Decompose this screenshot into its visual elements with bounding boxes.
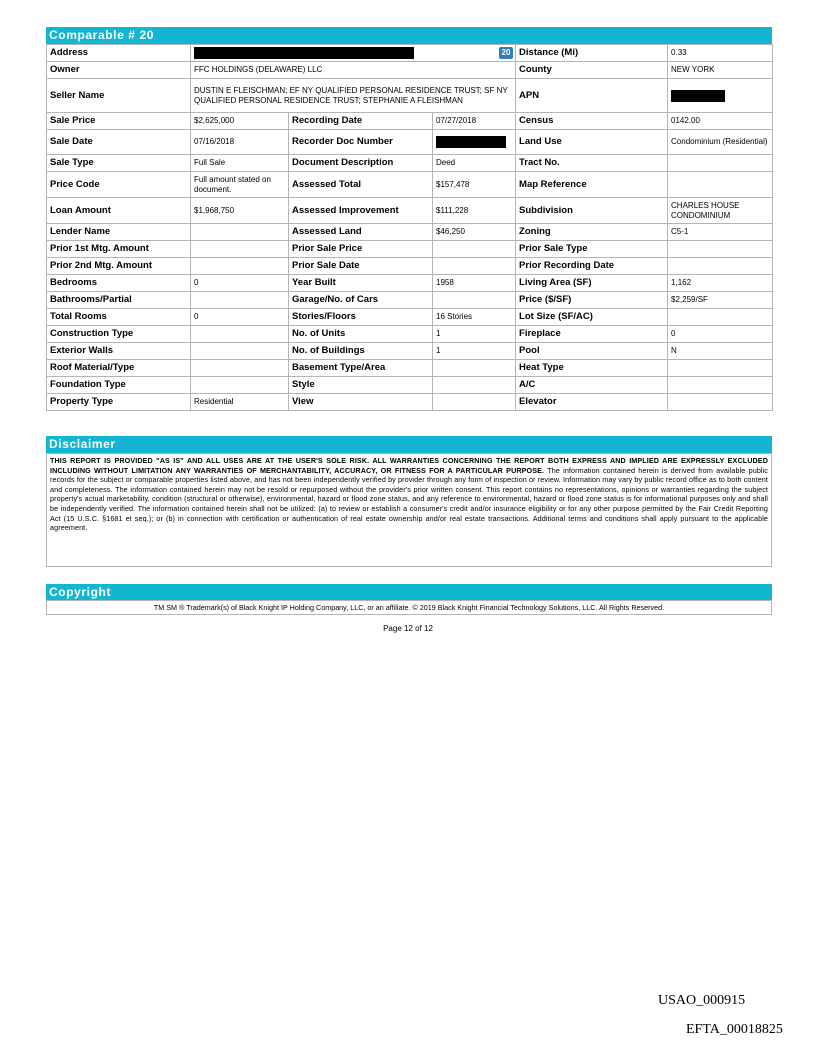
field-label: Prior Sale Type <box>516 241 668 258</box>
field-value: 1958 <box>433 275 516 292</box>
field-label: Recorder Doc Number <box>289 130 433 155</box>
table-row <box>47 198 773 224</box>
copyright-header <box>46 584 772 601</box>
table-row <box>47 377 773 394</box>
field-value: 1 <box>433 343 516 360</box>
field-value <box>668 155 773 172</box>
disclaimer-title: Disclaimer <box>49 437 116 451</box>
field-label: Prior 2nd Mtg. Amount <box>47 258 191 275</box>
field-label: APN <box>516 79 668 113</box>
field-label: Subdivision <box>516 198 668 224</box>
field-value: $157,478 <box>433 172 516 198</box>
table-row <box>47 309 773 326</box>
table-row <box>47 360 773 377</box>
field-label: Heat Type <box>516 360 668 377</box>
field-label: No. of Units <box>289 326 433 343</box>
table-row <box>47 292 773 309</box>
field-value <box>433 377 516 394</box>
bates-efta: EFTA_00018825 <box>686 1022 783 1037</box>
recorder-doc-redaction <box>436 136 506 148</box>
page-number: Page 12 of 12 <box>383 624 433 633</box>
field-value <box>433 292 516 309</box>
disclaimer-bold-text: THIS REPORT IS PROVIDED "AS IS" AND ALL USES ARE AT THE USER'S SOLE RISK. ALL WARRANTIES CONCERNING THE REPORT BOTH EXPRESS AND IMPLIED ARE EXPRESSLY EXCLUDED INCLUDING WITHOUT LIMITATION ANY WARRANTIES OF MERCHANTABILITY, ACCURACY, OR FITNESS FOR A PARTICULAR PURPOSE. <box>50 456 768 475</box>
field-value: 07/16/2018 <box>191 130 289 155</box>
field-label: Property Type <box>47 394 191 411</box>
field-value: $2,625,000 <box>191 113 289 130</box>
field-label: Lot Size (SF/AC) <box>516 309 668 326</box>
map-pin-icon[interactable]: 20 <box>499 47 513 59</box>
field-value: 0142.00 <box>668 113 773 130</box>
field-value: N <box>668 343 773 360</box>
field-value <box>191 377 289 394</box>
field-value <box>191 326 289 343</box>
field-label: No. of Buildings <box>289 343 433 360</box>
copyright-title: Copyright <box>49 585 112 599</box>
table-row <box>47 113 773 130</box>
field-value: Full Sale <box>191 155 289 172</box>
apn-redaction <box>671 90 725 102</box>
field-label: Owner <box>47 62 191 79</box>
field-value: 0 <box>191 275 289 292</box>
field-value: 0 <box>668 326 773 343</box>
field-label: Year Built <box>289 275 433 292</box>
field-label: Pool <box>516 343 668 360</box>
table-row <box>47 62 773 79</box>
field-label: Tract No. <box>516 155 668 172</box>
field-value: $1,968,750 <box>191 198 289 224</box>
table-row <box>47 155 773 172</box>
field-label: Prior 1st Mtg. Amount <box>47 241 191 258</box>
field-value: NEW YORK <box>668 62 773 79</box>
field-label: Sale Date <box>47 130 191 155</box>
field-label: Price Code <box>47 172 191 198</box>
field-value <box>191 45 516 62</box>
field-label: Prior Sale Date <box>289 258 433 275</box>
field-label: Prior Recording Date <box>516 258 668 275</box>
field-label: Zoning <box>516 224 668 241</box>
bates-usao: USAO_000915 <box>658 993 746 1008</box>
field-label: Stories/Floors <box>289 309 433 326</box>
field-label: Loan Amount <box>47 198 191 224</box>
field-value: $46,250 <box>433 224 516 241</box>
field-value <box>668 172 773 198</box>
field-label: Construction Type <box>47 326 191 343</box>
field-label: Document Description <box>289 155 433 172</box>
field-value: Full amount stated on document. <box>191 172 289 198</box>
field-value <box>191 343 289 360</box>
table-row <box>47 394 773 411</box>
field-label: Assessed Land <box>289 224 433 241</box>
field-label: A/C <box>516 377 668 394</box>
field-value <box>433 130 516 155</box>
field-label: Sale Price <box>47 113 191 130</box>
disclaimer-header <box>46 436 772 453</box>
table-row <box>47 326 773 343</box>
field-label: Total Rooms <box>47 309 191 326</box>
field-label: Bedrooms <box>47 275 191 292</box>
field-label: Prior Sale Price <box>289 241 433 258</box>
field-label: Address <box>47 45 191 62</box>
field-label: County <box>516 62 668 79</box>
field-value: CHARLES HOUSE CONDOMINIUM <box>668 198 773 224</box>
field-value <box>191 258 289 275</box>
field-value: 0 <box>191 309 289 326</box>
field-label: Style <box>289 377 433 394</box>
field-value <box>433 394 516 411</box>
field-value: DUSTIN E FLEISCHMAN; EF NY QUALIFIED PERSONAL RESIDENCE TRUST; SF NY QUALIFIED PERSONAL RESIDENCE TRUST; STEPHANIE A FLEISHMAN <box>191 79 516 113</box>
field-value <box>433 360 516 377</box>
comparable-title: Comparable # 20 <box>49 28 155 42</box>
disclaimer-body-text: The information contained herein is derived from available public records for the subject or comparable properties listed above, and has not been independently verified by provider through any form of inspection or review. Information may vary by public record office as to both content and completeness. The information contained herein may not be resold or repurposed without the provider's prior written consent. This report contains no representations, opinions or warranties regarding the subject property's actual marketability, condition (structural or otherwise), environmental, hazard or flood zone status, and any reference to environmental, hazard or flood zone status is for informational purposes only and shall be independently verified. The information contained herein shall not be utilized: (a) to review or establish a consumer's credit and/or insurance eligibility or for any other purpose permitted by the Fair Credit Reporting Act (15 U.S.C. §1681 et seq.); or (b) in connection with certification or authentication of real estate ownership and/or real estate transactions. Additional terms and conditions shall apply pursuant to the applicable agreement. <box>50 465 768 533</box>
field-label: Map Reference <box>516 172 668 198</box>
field-value <box>191 241 289 258</box>
field-value <box>191 292 289 309</box>
field-label: Basement Type/Area <box>289 360 433 377</box>
field-label: Lender Name <box>47 224 191 241</box>
field-value: 0.33 <box>668 45 773 62</box>
field-value <box>668 258 773 275</box>
field-value <box>191 224 289 241</box>
field-label: Elevator <box>516 394 668 411</box>
table-row <box>47 258 773 275</box>
field-value: 07/27/2018 <box>433 113 516 130</box>
field-value <box>191 360 289 377</box>
field-value <box>668 377 773 394</box>
field-label: Living Area (SF) <box>516 275 668 292</box>
field-value: 1,162 <box>668 275 773 292</box>
field-value <box>668 309 773 326</box>
field-value: $111,228 <box>433 198 516 224</box>
field-value: $2,259/SF <box>668 292 773 309</box>
field-label: Exterior Walls <box>47 343 191 360</box>
field-value <box>668 394 773 411</box>
comparable-header <box>46 27 772 44</box>
field-value: Condominium (Residential) <box>668 130 773 155</box>
address-redaction <box>194 47 414 59</box>
property-details-table <box>46 44 773 411</box>
table-row <box>47 224 773 241</box>
field-label: Price ($/SF) <box>516 292 668 309</box>
field-label: Assessed Total <box>289 172 433 198</box>
field-value <box>433 241 516 258</box>
field-value <box>433 258 516 275</box>
table-row <box>47 172 773 198</box>
field-label: Bathrooms/Partial <box>47 292 191 309</box>
field-label: Recording Date <box>289 113 433 130</box>
field-label: Sale Type <box>47 155 191 172</box>
field-value <box>668 360 773 377</box>
field-value <box>668 241 773 258</box>
field-value: 1 <box>433 326 516 343</box>
field-value: C5-1 <box>668 224 773 241</box>
table-row <box>47 241 773 258</box>
field-value: Deed <box>433 155 516 172</box>
field-label: Fireplace <box>516 326 668 343</box>
table-row <box>47 343 773 360</box>
table-row <box>47 275 773 292</box>
field-label: Roof Material/Type <box>47 360 191 377</box>
field-label: View <box>289 394 433 411</box>
disclaimer-text <box>46 453 772 567</box>
field-label: Garage/No. of Cars <box>289 292 433 309</box>
field-value <box>668 79 773 113</box>
table-row <box>47 45 773 62</box>
field-value: FFC HOLDINGS (DELAWARE) LLC <box>191 62 516 79</box>
table-row <box>47 79 773 113</box>
field-value: Residential <box>191 394 289 411</box>
table-row <box>47 130 773 155</box>
field-label: Seller Name <box>47 79 191 113</box>
field-label: Assessed Improvement <box>289 198 433 224</box>
copyright-text: TM SM ® Trademark(s) of Black Knight IP Holding Company, LLC, or an affiliate. © 2019 Black Knight Financial Technology Solutions, LLC. All Rights Reserved. <box>46 600 772 615</box>
field-label: Distance (Mi) <box>516 45 668 62</box>
field-label: Land Use <box>516 130 668 155</box>
field-label: Foundation Type <box>47 377 191 394</box>
field-value: 16 Stories <box>433 309 516 326</box>
field-label: Census <box>516 113 668 130</box>
